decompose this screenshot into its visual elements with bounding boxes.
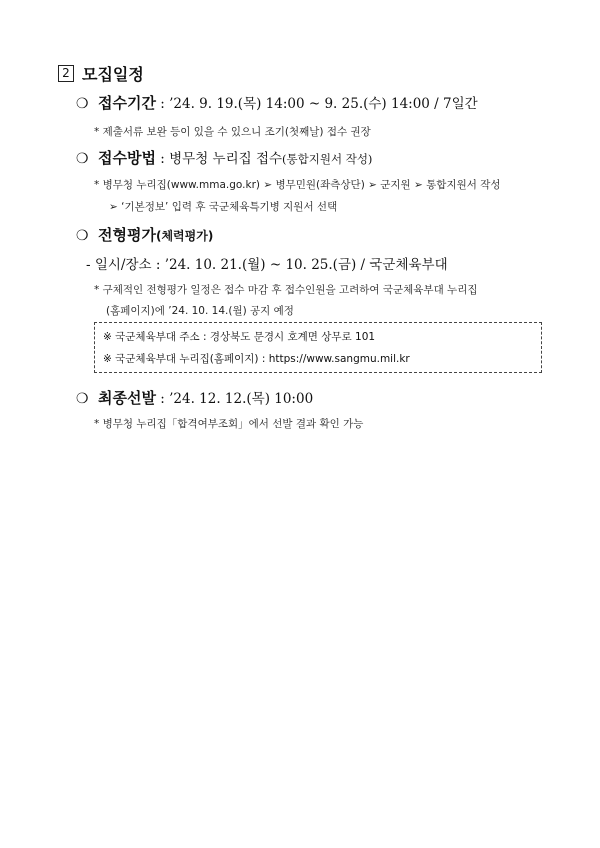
item-separator: : xyxy=(155,391,170,407)
notice-box xyxy=(94,322,542,373)
schedule-location-line: - 일시/장소 : ’24. 10. 21.(월) ~ 10. 25.(금) / 국군체육부대 xyxy=(86,257,448,273)
item-key: 접수기간 xyxy=(98,94,156,112)
item-key-paren: (체력평가) xyxy=(155,229,214,243)
item-application-method xyxy=(76,147,372,168)
item-separator: : xyxy=(155,96,170,112)
circle-bullet-icon: ❍ xyxy=(76,151,89,167)
note-line: * 구체적인 전형평가 일정은 접수 마감 후 접수인원을 고려하여 국군체육부대 누리집 xyxy=(94,284,478,296)
section-heading xyxy=(58,62,144,85)
circle-bullet-icon: ❍ xyxy=(76,228,89,244)
item-key: 접수방법 xyxy=(98,149,156,167)
item-application-period xyxy=(76,92,478,113)
notice-address: ※ 국군체육부대 주소 : 경상북도 문경시 호계면 상무로 101 xyxy=(103,331,376,343)
note-line: ➢ ‘기본정보’ 입력 후 국군체육특기병 지원서 선택 xyxy=(109,201,338,213)
item-key: 최종선발 xyxy=(98,389,156,407)
item-value: 병무청 누리집 접수 xyxy=(169,151,283,167)
item-value-paren: (통합지원서 작성) xyxy=(282,152,373,166)
item-value: ’24. 9. 19.(목) 14:00 ~ 9. 25.(수) 14:00 / 7일간 xyxy=(169,96,478,112)
circle-bullet-icon: ❍ xyxy=(76,96,89,112)
circle-bullet-icon: ❍ xyxy=(76,391,89,407)
item-separator: : xyxy=(155,151,170,167)
section-number: 2 xyxy=(58,65,74,82)
notice-website: ※ 국군체육부대 누리집(홈페이지) : https://www.sangmu.mil.kr xyxy=(103,353,410,365)
section-title: 모집일정 xyxy=(82,65,144,84)
note-line: * 병무청 누리집(www.mma.go.kr) ➢ 병무민원(좌측상단) ➢ 군지원 ➢ 통합지원서 작성 xyxy=(94,179,501,191)
item-final-selection xyxy=(76,387,313,408)
item-key: 전형평가 xyxy=(98,226,156,244)
item-value: ’24. 12. 12.(목) 10:00 xyxy=(169,391,314,407)
note-line: * 제출서류 보완 등이 있을 수 있으니 조기(첫째날) 접수 권장 xyxy=(94,126,371,138)
note-line: * 병무청 누리집「합격여부조회」에서 선발 결과 확인 가능 xyxy=(94,418,364,430)
item-evaluation xyxy=(76,224,213,245)
note-line: (홈페이지)에 ’24. 10. 14.(월) 공지 예정 xyxy=(106,305,294,317)
